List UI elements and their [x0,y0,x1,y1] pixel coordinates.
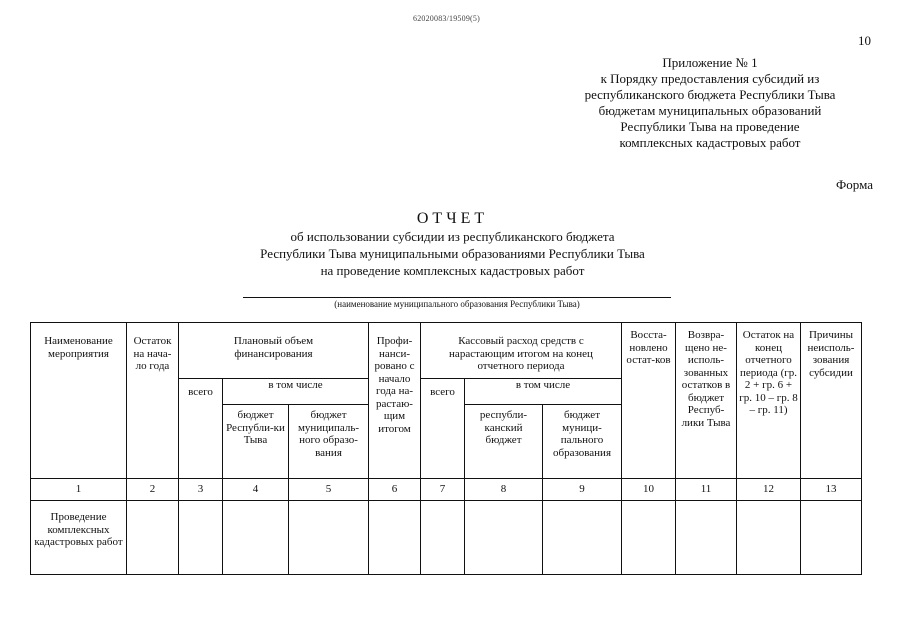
report-subtitle-line: на проведение комплексных кадастровых работ [320,263,585,278]
appendix-line: к Порядку предоставления субсидий из [600,71,820,86]
municipality-name-line [243,297,671,298]
data-cell[interactable] [179,501,223,575]
col-header-balance-end: Остаток на конец отчетного периода (гр. 2 + гр. 6 + гр. 10 – гр. 8 – гр. 11) [737,323,801,479]
report-title: ОТЧЕТ [416,210,489,227]
data-cell[interactable] [223,501,289,575]
col-header-planned-financing: Плановый объем финансирования [179,323,369,379]
appendix-line: комплексных кадастровых работ [619,135,801,150]
col-header-restored: Восста-новлено остат-ков [622,323,676,479]
appendix-line: бюджетам муниципальных образований [598,103,822,118]
page-number: 10 [858,33,871,48]
data-cell[interactable] [676,501,737,575]
col-header-municipal-budget: бюджет муници-пального образования [543,405,622,479]
col-header-republican-budget: республи-канский бюджет [465,405,543,479]
column-number: 13 [801,479,862,501]
column-number: 12 [737,479,801,501]
appendix-block [550,55,870,151]
col-header-budget-mo: бюджет муниципаль-ного образо-вания [289,405,369,479]
report-subtitle-line: Республики Тыва муниципальными образованиями Республики Тыва [260,246,645,261]
col-header-including-cash: в том числе [465,379,622,405]
form-label: Форма [836,177,873,192]
data-cell[interactable] [369,501,421,575]
column-number: 5 [289,479,369,501]
col-header-total-planned: всего [179,379,223,479]
column-number: 10 [622,479,676,501]
col-header-balance-start: Остаток на нача-ло года [127,323,179,479]
data-cell[interactable] [289,501,369,575]
col-header-financed: Профи-нанси-ровано с начало года на-растаю-щим итогом [369,323,421,479]
data-cell[interactable] [465,501,543,575]
appendix-line: Приложение № 1 [662,55,758,70]
municipality-name-caption: (наименование муниципального образования Республики Тыва) [334,299,580,309]
col-header-activity: Наименование мероприятия [31,323,127,479]
column-number: 1 [31,479,127,501]
data-cell[interactable] [421,501,465,575]
data-cell[interactable] [622,501,676,575]
column-number: 3 [179,479,223,501]
col-header-including-planned: в том числе [223,379,369,405]
appendix-line: Республики Тыва на проведение [620,119,800,134]
col-header-reasons: Причины неисполь-зования субсидии [801,323,862,479]
data-cell[interactable] [801,501,862,575]
document-code: 62020083/19509(5) [413,14,480,23]
appendix-line: республиканского бюджета Республики Тыва [584,87,836,102]
report-title-block [200,210,705,279]
column-number: 8 [465,479,543,501]
table-row [31,501,862,575]
column-number: 9 [543,479,622,501]
col-header-budget-rt: бюджет Республи-ки Тыва [223,405,289,479]
column-number: 11 [676,479,737,501]
report-table [30,322,862,575]
col-header-total-cash: всего [421,379,465,479]
column-number: 2 [127,479,179,501]
data-cell[interactable] [737,501,801,575]
activity-cell: Проведение комплексных кадастровых работ [31,501,127,575]
col-header-cash-expenditure: Кассовый расход средств с нарастающим итогом на конец отчетного периода [421,323,622,379]
column-number: 4 [223,479,289,501]
report-subtitle-line: об использовании субсидии из республиканского бюджета [290,229,615,244]
column-number: 7 [421,479,465,501]
col-header-returned: Возвра-щено не-исполь-зованных остатков в бюджет Респуб-лики Тыва [676,323,737,479]
data-cell[interactable] [543,501,622,575]
column-number: 6 [369,479,421,501]
column-number-row [31,479,862,501]
data-cell[interactable] [127,501,179,575]
